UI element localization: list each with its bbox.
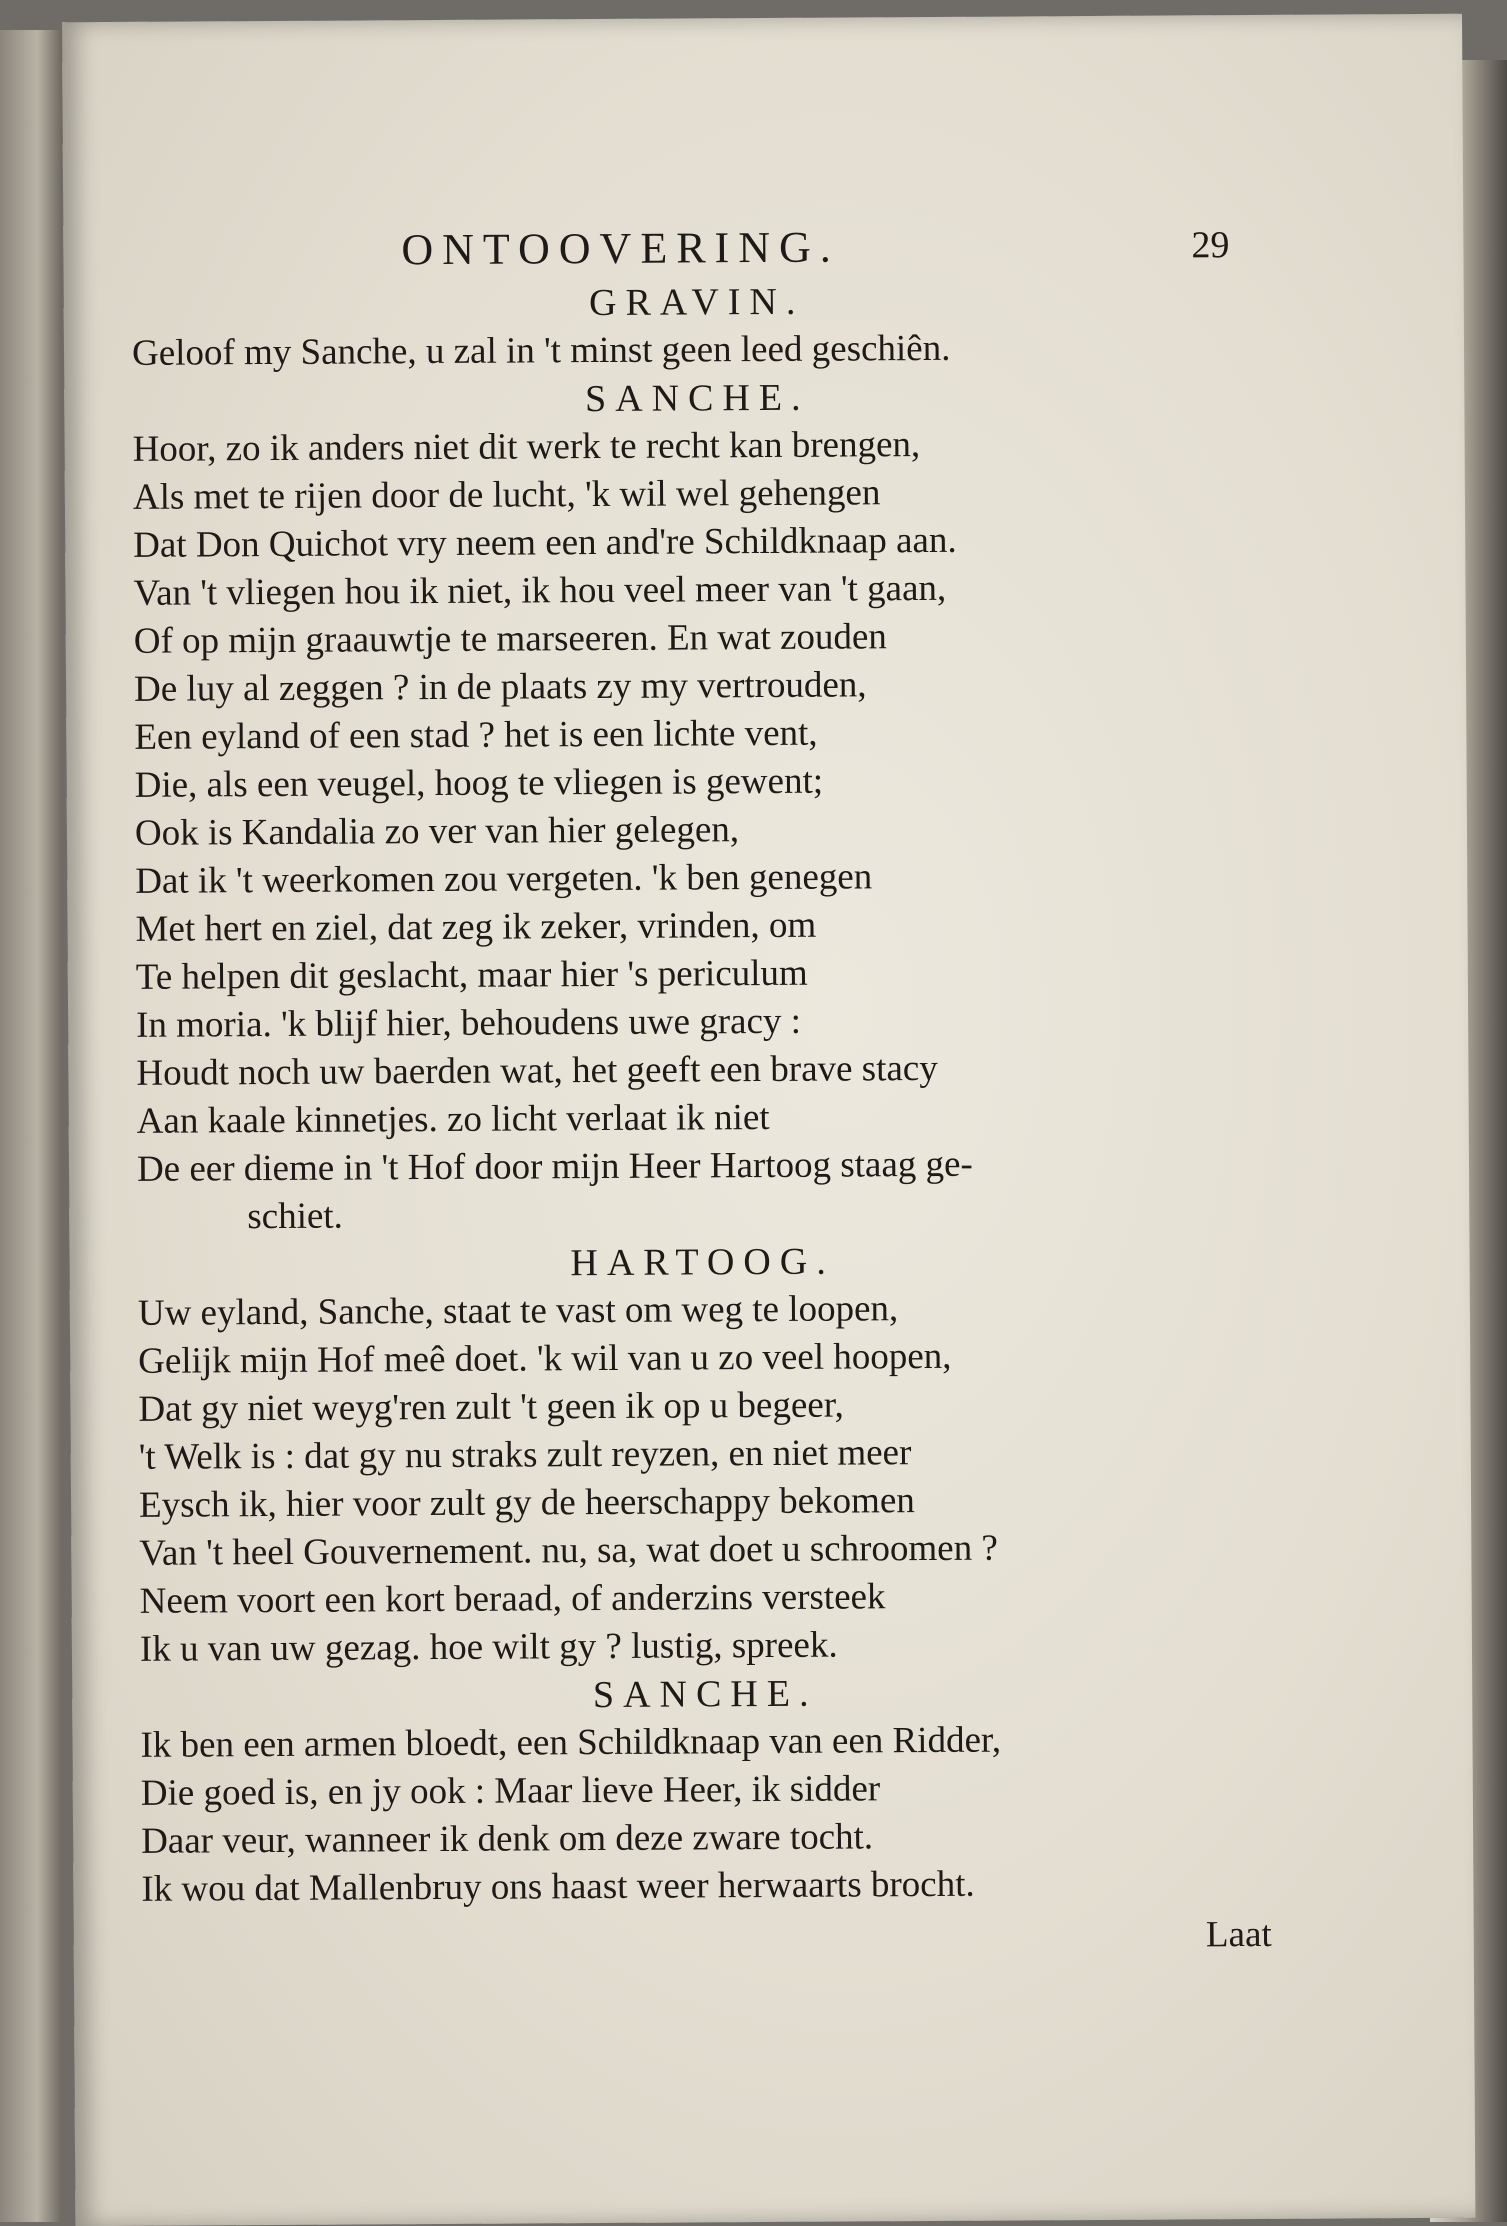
- verse-line: In moria. 'k blijf hier, behoudens uwe gracy :: [136, 1000, 802, 1046]
- verse-line: Te helpen dit geslacht, maar hier 's periculum: [135, 952, 808, 998]
- verse-line: Ik ben een armen bloedt, een Schildknaap van een Ridder,: [140, 1719, 1002, 1766]
- verse-line: Een eyland of een stad ? het is een lichte vent,: [134, 712, 818, 758]
- speaker-heading: SANCHE.: [584, 376, 810, 421]
- verse-line: De eer dieme in 't Hof door mijn Heer Hartoog staag ge-: [136, 1143, 973, 1190]
- verse-continuation: schiet.: [247, 1195, 343, 1238]
- speech-gravin: [132, 275, 1263, 378]
- running-head: [131, 195, 1261, 282]
- verse-line: Ik wou dat Mallenbruy ons haast weer herwaarts brocht.: [141, 1863, 975, 1910]
- book-page: [62, 14, 1475, 2226]
- speaker-heading: GRAVIN.: [588, 280, 805, 325]
- verse-line: Houdt noch uw baerden wat, het geeft een brave stacy: [136, 1047, 938, 1094]
- verse-line: Daar veur, wanneer ik denk om deze zware tocht.: [141, 1816, 874, 1862]
- page-number: 29: [1191, 224, 1230, 267]
- facing-page-edge: [0, 30, 62, 2222]
- verse-line: Hoor, zo ik anders niet dit werk te recht kan brengen,: [132, 424, 921, 470]
- verse-line: Ik u van uw gezag. hoe wilt gy ? lustig, spreek.: [139, 1624, 838, 1670]
- verse-line: Met hert en ziel, dat zeg ik zeker, vrinden, om: [135, 904, 817, 950]
- speech-sanche-1: [132, 371, 1267, 1242]
- speaker-heading: SANCHE.: [592, 1672, 818, 1717]
- verse-line: Aan kaale kinnetjes. zo licht verlaat ik niet: [136, 1096, 770, 1142]
- verse-line: Als met te rijen door de lucht, 'k wil wel gehengen: [132, 472, 881, 518]
- running-title: ONTOOVERING.: [401, 222, 840, 275]
- speech-hartoog: [137, 1235, 1270, 1674]
- verse-line: Van 't vliegen hou ik niet, ik hou veel meer van 't gaan,: [133, 567, 947, 614]
- verse-line: Dat ik 't weerkomen zou vergeten. 'k ben genegen: [135, 856, 873, 902]
- verse-line: Ook is Kandalia zo ver van hier gelegen,: [134, 809, 740, 854]
- verse-line: 't Welk is : dat gy nu straks zult reyzen, en niet meer: [138, 1432, 912, 1478]
- speaker-heading: HARTOOG.: [570, 1240, 835, 1285]
- verse-line: Die, als een veugel, hoog te vliegen is gewent;: [134, 760, 824, 806]
- verse-line: Of op mijn graauwtje te marseeren. En wat zouden: [133, 616, 888, 662]
- verse-line: Dat gy niet weyg'ren zult 't geen ik op u begeer,: [138, 1384, 844, 1430]
- speech-sanche-2: [140, 1667, 1271, 1914]
- verse-line: Dat Don Quichot vry neem een and're Schildknaap aan.: [133, 519, 957, 566]
- verse-line: Gelijk mijn Hof meê doet. 'k wil van u zo veel hoopen,: [138, 1335, 952, 1382]
- verse-line: Geloof my Sanche, u zal in 't minst geen leed geschiên.: [131, 327, 951, 374]
- verse-line: Uw eyland, Sanche, staat te vast om weg te loopen,: [137, 1288, 899, 1334]
- catchword: Laat: [1205, 1913, 1272, 1956]
- verse-line: Van 't heel Gouvernement. nu, sa, wat doet u schroomen ?: [139, 1527, 998, 1574]
- verse-line: De luy al zeggen ? in de plaats zy my vertrouden,: [133, 664, 867, 710]
- page-text: [131, 195, 1272, 1966]
- verse-line: Eysch ik, hier voor zult gy de heerschappy bekomen: [138, 1480, 915, 1526]
- verse-line: Neem voort een kort beraad, of anderzins versteek: [139, 1576, 886, 1622]
- verse-line: Die goed is, en jy ook : Maar lieve Heer, ik sidder: [140, 1768, 881, 1814]
